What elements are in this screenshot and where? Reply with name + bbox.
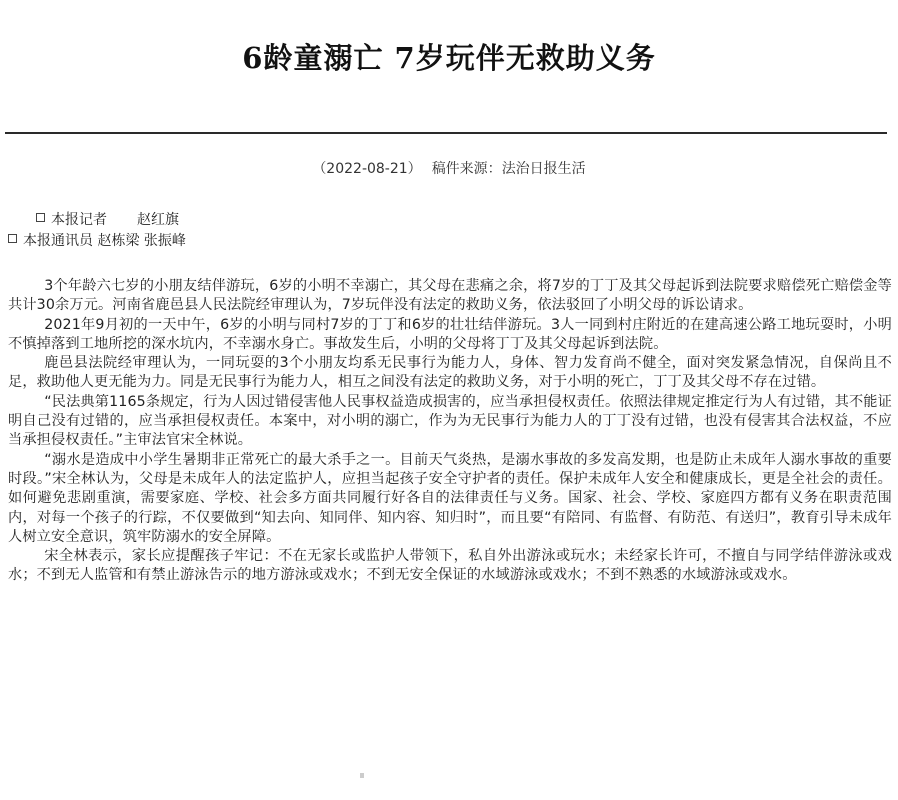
publish-date: （2022-08-21） — [312, 161, 422, 177]
article-body — [8, 277, 892, 586]
small-square-icon — [36, 213, 45, 222]
small-square-icon — [8, 234, 17, 243]
byline — [8, 210, 186, 252]
article-meta — [0, 158, 898, 178]
byline-names: 赵红旗 — [137, 212, 179, 228]
header-divider — [5, 132, 887, 134]
paragraph: “溺水是造成中小学生暑期非正常死亡的最大杀手之一。目前天气炎热，是溺水事故的多发高发期，也是防止未成年人溺水事故的重要时段。”宋全林认为，父母是未成年人的法定监护人，应担当起孩子安全守护者的责任。保护未成年人安全和健康成长，更是全社会的责任。如何避免悲剧重演，需要家庭、学校、社会多方面共同履行好各自的法律责任与义务。国家、社会、学校、家庭四方都有义务在职责范围内，对每一个孩子的行踪，不仅要做到“知去向、知同伴、知内容、知归时”，而且要“有陪同、有监督、有防范、有送归”，教育引导未成年人树立安全意识，筑牢防溺水的安全屏障。 — [8, 451, 892, 545]
watermark-dot-icon — [360, 773, 364, 778]
paragraph: “民法典第1165条规定，行为人因过错侵害他人民事权益造成损害的，应当承担侵权责任。依照法律规定推定行为人有过错，其不能证明自己没有过错的，应当承担侵权责任。本案中，对小明的溺亡，作为为无民事行为能力人的丁丁没有过错，也没有侵害其合法权益，不应当承担侵权责任。”主审法官宋全林说。 — [8, 393, 892, 449]
byline-role: 本报记者 — [51, 212, 107, 228]
paragraph: 鹿邑县法院经审理认为，一同玩耍的3个小朋友均系无民事行为能力人，身体、智力发育尚不健全，面对突发紧急情况，自保尚且不足，救助他人更无能为力。同是无民事行为能力人，相互之间没有法定的救助义务，对于小明的死亡，丁丁及其父母不存在过错。 — [8, 355, 892, 391]
paragraph: 2021年9月初的一天中午，6岁的小明与同村7岁的丁丁和6岁的壮壮结伴游玩。3人一同到村庄附近的在建高速公路工地玩耍时，小明不慎掉落到工地所挖的深水坑内，不幸溺水身亡。事故发生后，小明的父母将丁丁及其父母起诉到法院。 — [8, 316, 892, 352]
faint-watermark — [360, 770, 535, 782]
paragraph: 宋全林表示，家长应提醒孩子牢记：不在无家长或监护人带领下，私自外出游泳或玩水；未经家长许可，不擅自与同学结伴游泳或戏水；不到无人监管和有禁止游泳告示的地方游泳或戏水；不到无安全保证的水域游泳或戏水；不到不熟悉的水域游泳或戏水。 — [8, 548, 892, 584]
paragraph: 3个年龄六七岁的小朋友结伴游玩，6岁的小明不幸溺亡，其父母在悲痛之余，将7岁的丁丁及其父母起诉到法院要求赔偿死亡赔偿金等共计30余万元。河南省鹿邑县人民法院经审理认为，7岁玩伴没有法定的救助义务，依法驳回了小明父母的诉讼请求。 — [8, 278, 892, 314]
source-name: 法治日报生活 — [501, 161, 586, 177]
source-label: 稿件来源： — [431, 161, 502, 177]
byline-names: 赵栋梁 张振峰 — [97, 233, 186, 249]
byline-reporter — [8, 210, 186, 231]
article-title: 6龄童溺亡 7岁玩伴无救助义务 — [242, 41, 656, 75]
byline-role: 本报通讯员 — [23, 233, 93, 249]
byline-correspondent — [8, 231, 186, 252]
